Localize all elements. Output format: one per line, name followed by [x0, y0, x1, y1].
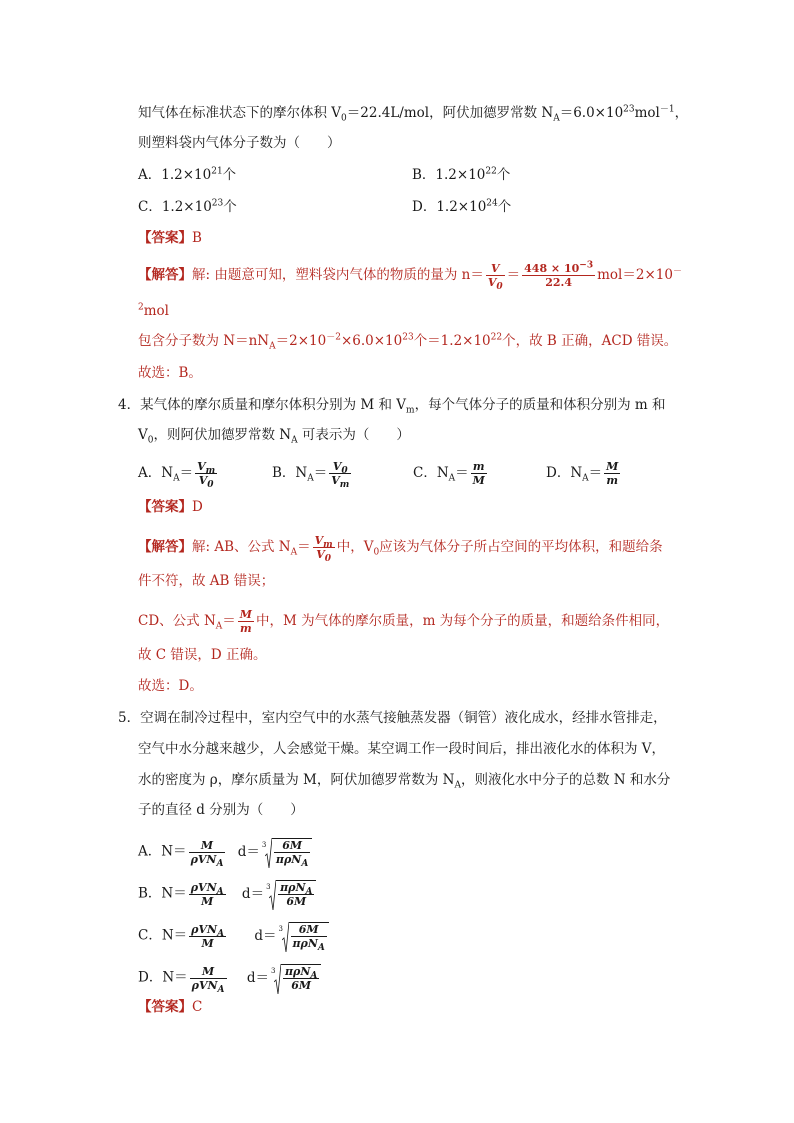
- q3-line-1: 知气体在标准状态下的摩尔体积 $V_0=22.4L$/mol，阿伏加德罗常数 $N_A=6.0\times 10^{23}mol^{-1}$，: [138, 104, 689, 124]
- explanation-tag: 【解答】: [138, 267, 192, 283]
- cube-root: 3 $\frac{\pi\rho N_A}{6M}$: [266, 880, 316, 908]
- q3-answer: 【答案】B: [138, 230, 202, 246]
- cube-root: 3 $\frac{6M}{\pi\rho N_A}$: [262, 838, 312, 866]
- q4-explanation-3: CD、公式 $N_A=$ $\frac{M}{m}$ 中，M 为气体的摩尔质量，m 为每个分子的质量，和题给条件相同，: [138, 608, 670, 635]
- q4-line-2: $V_0$，则阿伏加德罗常数 $N_A$ 可表示为（ ）: [138, 427, 410, 446]
- q3-choose: 故选：B。: [138, 365, 202, 381]
- fraction-v-over-v0: $\frac{V}{V_0}$: [487, 262, 503, 293]
- q5-answer: 【答案】C: [138, 999, 203, 1015]
- q5-option-d[interactable]: D．N＝ $\frac{M}{\rho VN_A}$ d＝ 3 $\frac{\pi\rho N_A}{6M}$: [138, 964, 321, 992]
- q5-line-3: 水的密度为 ρ，摩尔质量为 M，阿伏加德罗常数为 $N_A$，则液化水中分子的总数 N 和水分: [138, 772, 671, 791]
- q3-explanation-3: 包含分子数为 $N=nN_A=2\times 10^{-2}\times 6.0\times 10^{23}$个$=1.2\times 10^{22}$个，故 B 正确，ACD 错误。: [138, 332, 678, 352]
- q3-explanation-2: $^2$mol: [138, 302, 169, 319]
- answer-tag: 【答案】: [138, 499, 192, 515]
- q5-option-c[interactable]: C．N＝ $\frac{\rho VN_A}{M}$ d＝ 3 $\frac{6M}{\pi\rho N_A}$: [138, 922, 329, 950]
- q3-option-c[interactable]: C．$1.2\times 10^{23}$个: [138, 198, 237, 215]
- q3-explanation-1: 【解答】解: 由题意可知，塑料袋内气体的物质的量为 n＝ $\frac{V}{V_0}$ ＝ $\frac{448 \times 10^{-3}}{22.4}$ mol＝2×10－: [138, 260, 682, 293]
- q5-line-2: 空气中水分越来越少，人会感觉干燥。某空调工作一段时间后，排出液化水的体积为 V，: [138, 741, 666, 757]
- q4-line-1: 4．某气体的摩尔质量和摩尔体积分别为 M 和 $V_m$，每个气体分子的质量和体积分别为 m 和: [118, 397, 666, 416]
- q5-line-1: 5．空调在制冷过程中，室内空气中的水蒸气接触蒸发器（铜管）液化成水，经排水管排走，: [118, 710, 667, 726]
- q3-line-2: 则塑料袋内气体分子数为（ ）: [138, 135, 341, 151]
- q4-option-b[interactable]: B．$N_A=$ $\frac{V_0}{V_m}$: [272, 460, 350, 491]
- answer-tag: 【答案】: [138, 999, 192, 1015]
- q5-line-4: 子的直径 d 分别为（ ）: [138, 802, 304, 818]
- q4-explanation-1: 【解答】解: AB、公式 $N_A=$ $\frac{V_m}{V_0}$ 中，$V_0$应该为气体分子所占空间的平均体积，和题给条: [138, 534, 663, 565]
- q4-answer: 【答案】D: [138, 499, 203, 515]
- q4-explanation-4: 故 C 错误，D 正确。: [138, 647, 267, 663]
- q4-option-d[interactable]: D．$N_A=$ $\frac{M}{m}$: [546, 460, 619, 487]
- q5-option-b[interactable]: B．N＝ $\frac{\rho VN_A}{M}$ d＝ 3 $\frac{\pi\rho N_A}{6M}$: [138, 880, 316, 908]
- q4-option-c[interactable]: C．$N_A=$ $\frac{m}{M}$: [413, 460, 485, 487]
- cube-root: 3 $\frac{\pi\rho N_A}{6M}$: [271, 964, 321, 992]
- answer-tag: 【答案】: [138, 230, 192, 246]
- q4-choose: 故选：D。: [138, 678, 203, 694]
- fraction-448-over-22-4: $\frac{448 \times 10^{-3}}{22.4}$: [524, 260, 594, 289]
- q4-option-a[interactable]: A．$N_A=$ $\frac{V_m}{V_0}$: [138, 460, 216, 491]
- q4-explanation-2: 件不符，故 AB 错误；: [138, 573, 275, 589]
- cube-root: 3 $\frac{6M}{\pi\rho N_A}$: [279, 922, 329, 950]
- explanation-tag: 【解答】: [138, 539, 192, 555]
- q3-option-a[interactable]: A．$1.2\times 10^{21}$个: [138, 166, 237, 183]
- q5-option-a[interactable]: A．N＝ $\frac{M}{\rho VN_A}$ d＝ 3 $\frac{6M}{\pi\rho N_A}$: [138, 838, 312, 866]
- q3-option-d[interactable]: D．$1.2\times 10^{24}$个: [412, 198, 512, 215]
- q3-option-b[interactable]: B．$1.2\times 10^{22}$个: [412, 166, 511, 183]
